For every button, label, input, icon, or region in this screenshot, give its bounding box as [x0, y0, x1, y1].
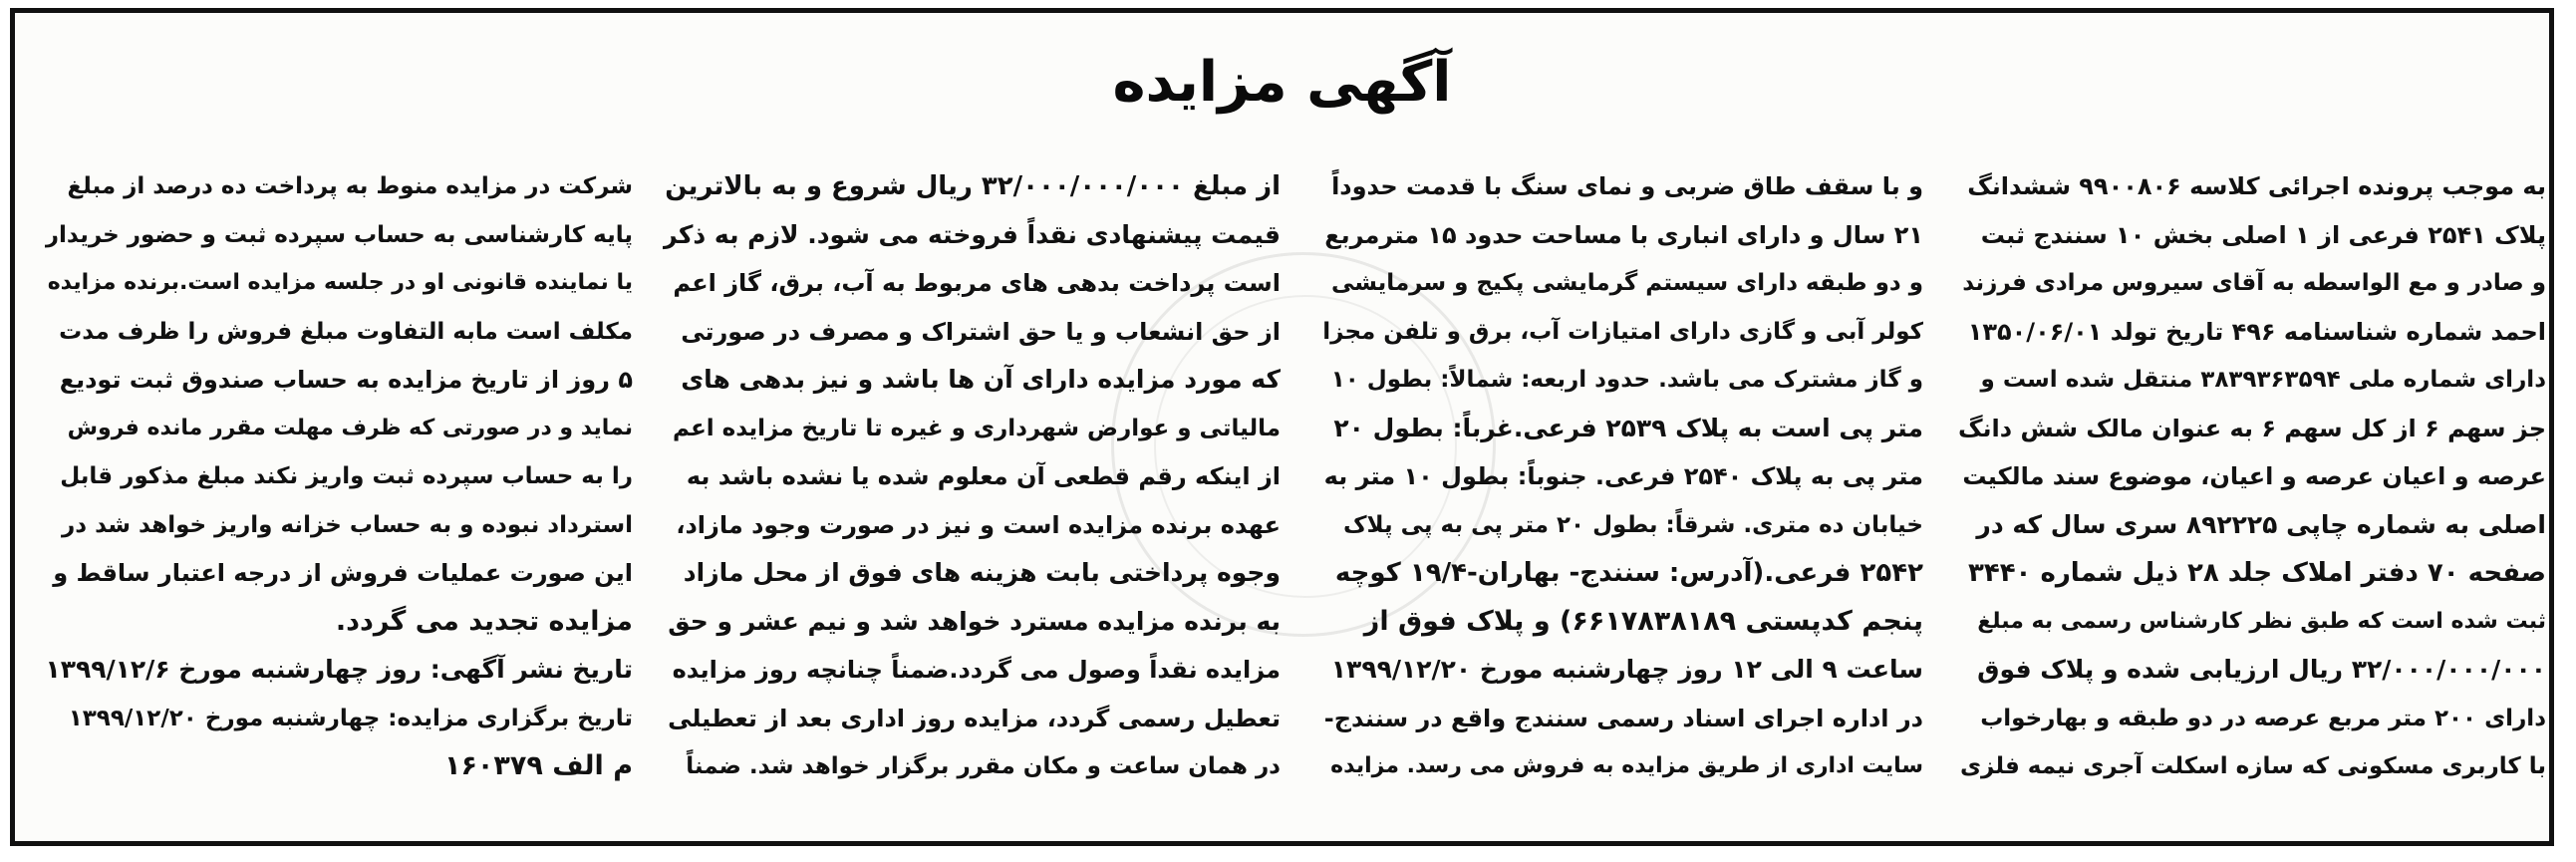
text-line: مزایده نقداً وصول می گردد.ضمناً چنانچه روز مزایده — [672, 656, 1281, 684]
text-line: صفحه ۷۰ دفتر املاک جلد ۲۸ ذیل شماره ۳۴۴۰ — [1967, 558, 2546, 588]
text-line: سایت اداری از طریق مزایده به فروش می رسد. مزایده — [1330, 753, 1923, 778]
text-line: را به حساب سپرده ثبت واریز نکند مبلغ مذکور قابل — [60, 463, 633, 489]
text-line: با کاربری مسکونی که سازه اسکلت آجری نیمه فلزی — [1959, 753, 2546, 779]
text-column-2 — [1320, 162, 1923, 800]
text-line: ۳۲/۰۰۰/۰۰۰/۰۰۰ ریال ارزیابی شده و پلاک فوق — [1977, 655, 2546, 684]
text-line: این صورت عملیات فروش از درجه اعتبار ساقط و — [53, 559, 633, 587]
text-line: ۵ روز از تاریخ مزایده به حساب صندوق ثبت تودیع — [59, 366, 633, 394]
text-line: متر پی به پلاک ۲۵۴۰ فرعی. جنوباً: بطول ۱۰ متر به — [1323, 462, 1923, 490]
text-line: دارای ۲۰۰ متر مربع عرصه در دو طبقه و بهارخواب — [1980, 705, 2546, 731]
text-line: که مورد مزایده دارای آن ها باشد و نیز بدهی های — [681, 365, 1281, 394]
text-line: در همان ساعت و مکان مقرر برگزار خواهد شد. ضمناً — [686, 753, 1281, 779]
text-column-1 — [1958, 162, 2546, 800]
text-line: و گاز مشترک می باشد. حدود اربعه: شمالاً: بطول ۱۰ — [1330, 367, 1923, 393]
text-line: عرصه و اعیان عرصه و اعیان، موضوع سند مالکیت — [1962, 462, 2546, 490]
text-line: مکلف است مابه التفاوت مبلغ فروش را ظرف مدت — [59, 318, 633, 345]
text-line: کولر آبی و گازی دارای امتیازات آب، برق و تلفن مجزا — [1322, 318, 1923, 345]
text-line: ساعت ۹ الی ۱۲ روز چهارشنبه مورخ ۱۳۹۹/۱۲/۲۰ — [1330, 655, 1923, 684]
text-line: ثبت شده است که طبق نظر کارشناس رسمی به مبلغ — [1977, 608, 2546, 634]
text-line: تاریخ نشر آگهی: روز چهارشنبه مورخ ۱۳۹۹/۱۲/۶ — [45, 655, 633, 684]
text-line: یا نماینده قانونی او در جلسه مزایده است.برنده مزایده — [47, 270, 633, 295]
text-line: عهده برنده مزایده است و نیز در صورت وجود مازاد، — [676, 510, 1281, 539]
text-line: استرداد نبوده و به حساب خزانه واریز خواهد شد در — [62, 511, 633, 538]
text-line: و صادر و مع الواسطه به آقای سیروس مرادی فرزند — [1962, 270, 2546, 296]
text-line: و با سقف طاق ضربی و نمای سنگ با قدمت حدوداً — [1331, 172, 1923, 200]
text-line: مالیاتی و عوارض شهرداری و غیره تا تاریخ مزایده اعم — [673, 415, 1281, 441]
text-line: متر پی است به پلاک ۲۵۳۹ فرعی.غرباً: بطول ۲۰ — [1333, 413, 1923, 442]
text-line: م الف ۱۶۰۳۷۹ — [443, 750, 633, 781]
text-line: در اداره اجرای اسناد رسمی سنندج واقع در سنندج- — [1323, 704, 1923, 732]
text-line: شرکت در مزایده منوط به پرداخت ده درصد از مبلغ — [67, 173, 633, 199]
text-line: و دو طبقه دارای سیستم گرمایشی پکیج و سرمایشی — [1331, 270, 1923, 296]
text-line: تاریخ برگزاری مزایده: چهارشنبه مورخ ۱۳۹۹/۱۲/۲۰ — [68, 705, 633, 731]
text-line: ۲۱ سال و دارای انباری با مساحت حدود ۱۵ مترمربع — [1324, 220, 1923, 249]
text-line: خیابان ده متری. شرقاً: بطول ۲۰ متر پی به پی پلاک — [1342, 511, 1923, 538]
text-column-4 — [45, 162, 633, 800]
text-line: پلاک ۲۵۴۱ فرعی از ۱ اصلی بخش ۱۰ سنندج ثبت — [1980, 220, 2546, 249]
text-line: احمد شماره شناسنامه ۴۹۶ تاریخ تولد ۱۳۵۰/۰۶/۰۱ — [1967, 317, 2546, 346]
text-column-3 — [663, 162, 1281, 800]
text-line: دارای شماره ملی ۳۸۳۹۳۶۳۵۹۴ منتقل شده است و — [1980, 367, 2546, 393]
text-line: از مبلغ ۳۲/۰۰۰/۰۰۰/۰۰۰ ریال شروع و به بالاترین — [665, 171, 1281, 201]
text-line: مزایده تجدید می گردد. — [335, 605, 633, 637]
text-line: از اینکه رقم قطعی آن معلوم شده یا نشده باشد به — [686, 462, 1281, 490]
text-line: پنجم کدپستی ۶۶۱۷۸۳۸۱۸۹) و پلاک فوق از — [1363, 605, 1923, 637]
text-line: به برنده مزایده مسترد خواهد شد و نیم عشر و حق — [668, 606, 1281, 636]
notice-frame — [10, 8, 2554, 846]
text-line: ۲۵۴۲ فرعی.(آدرس: سنندج- بهاران-۱۹/۴ کوچه — [1334, 558, 1923, 588]
text-line: تعطیل رسمی گردد، مزایده روز اداری بعد از تعطیلی — [668, 704, 1281, 732]
text-line: به موجب پرونده اجرائی کلاسه ۹۹۰۰۸۰۶ ششدانگ — [1967, 172, 2546, 200]
text-line: جز سهم ۶ از کل سهم ۶ به عنوان مالک شش دانگ — [1958, 414, 2546, 442]
text-line: قیمت پیشنهادی نقداً فروخته می شود. لازم به ذکر — [663, 219, 1281, 249]
text-line: از حق انشعاب و یا حق اشتراک و مصرف در صورتی — [681, 317, 1281, 346]
text-line: اصلی به شماره چاپی ۸۹۲۲۲۵ سری سال که در — [1976, 509, 2546, 539]
text-line: است پرداخت بدهی های مربوط به آب، برق، گاز اعم — [673, 269, 1281, 297]
text-line: نماید و در صورتی که ظرف مهلت مقرر مانده فروش — [67, 415, 633, 440]
notice-title: آگهی مزایده — [1112, 50, 1452, 115]
text-line: وجوه پرداختی بابت هزینه های فوق از محل مازاد — [683, 558, 1281, 587]
text-line: پایه کارشناسی به حساب سپرده ثبت و حضور خریدار — [45, 221, 633, 248]
